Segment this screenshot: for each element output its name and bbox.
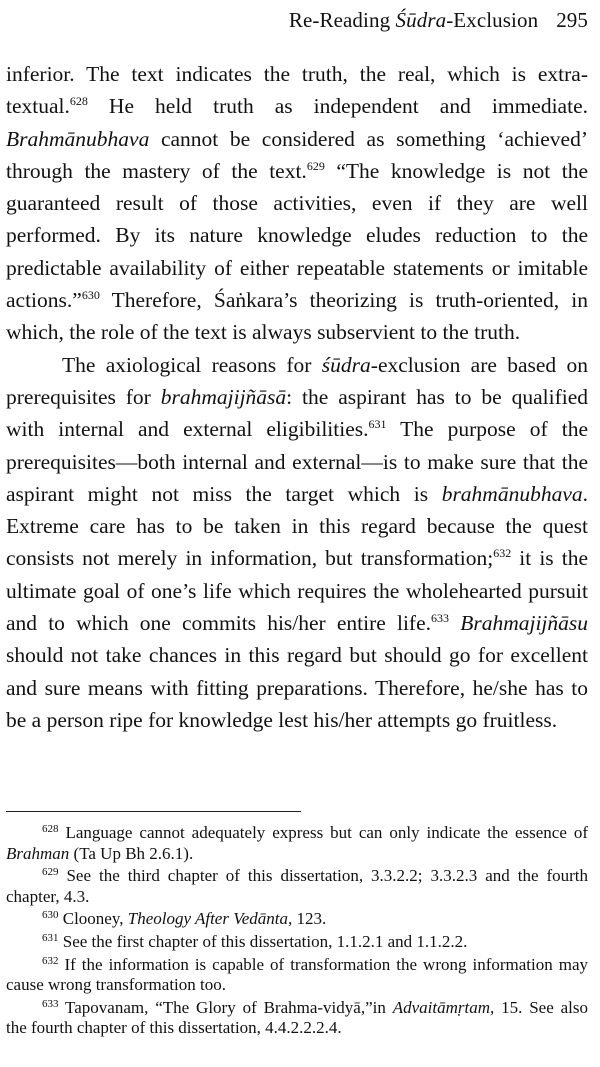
footnote-628: $^{628}$ Language cannot adequately express but can only indicate the essence of Brahman (Ta Up Bh 2.6.1). xyxy=(6,823,588,863)
footnote-629: $^{629}$ See the third chapter of this dissertation, 3.3.2.2; 3.3.2.3 and the fourth chapter, 4.3. xyxy=(6,866,588,906)
footnotes xyxy=(6,823,588,1041)
footnote-632: $^{632}$ If the information is capable of transformation the wrong information may cause wrong transformation too. xyxy=(6,954,588,995)
footnote-ref-631: 631 xyxy=(368,417,387,432)
footnote-633: $^{633}$ Tapovanam, “The Glory of Brahma-vidyā,”in Advaitāmṛtam, 15. See also the fourth chapter of this dissertation, 4.4.2.2.2.4. xyxy=(6,997,589,1038)
paragraph-1: inferior. The text indicates the truth, the real, which is extra-textual.$^{628}$ He held truth as independent and immediate. Brahmānubhava cannot be considered as something ‘achieved’ through the mastery of the text.$^{629}$ “The knowledge is not the guaranteed result of those activities, even if they are well performed. By its nature knowledge eludes reduction to the predictable availability of either repeatable statements or imitable actions.”$^{630}$ Therefore, Śaṅkara’s theorizing is truth-oriented, in which, the role of the text is always subservient to the truth. xyxy=(6,62,589,345)
footnote-ref-630: 630 xyxy=(81,288,100,303)
footnote-divider xyxy=(6,811,301,812)
footnote-ref-632: 632 xyxy=(493,546,512,561)
footnote-631: $^{631}$ See the first chapter of this dissertation, 1.1.2.1 and 1.1.2.2. xyxy=(42,931,468,951)
footnote-ref-628: 628 xyxy=(69,94,88,109)
page-number: 295 xyxy=(556,8,588,32)
running-head xyxy=(289,8,588,33)
footnote-ref-629: 629 xyxy=(306,158,325,173)
paragraph-2: The axiological reasons for śūdra-exclusion are based on prerequisites for brahmajijñāsā: the aspirant has to be qualified with internal and external eligibilities.$^{631}$ The purpose of the prerequisites—both internal and external—is to make sure that the aspirant might not miss the target which is brahmānubhava. Extreme care has to be taken in this regard because the quest consists not merely in information, but transformation;$^{632}$ it is the ultimate goal of one’s life which requires the wholehearted pursuit and to which one commits his/her entire life.$^{633}$ Brahmajijñāsu should not take chances in this regard but should go for excellent and sure means with fitting preparations. Therefore, he/she has to be a person ripe for knowledge lest his/her attempts go fruitless. xyxy=(6,352,589,732)
footnote-ref-633: 633 xyxy=(431,611,450,626)
main-text xyxy=(6,58,588,736)
running-head-title: Re-Reading Śūdra-Exclusion xyxy=(288,8,539,32)
footnote-630: $^{630}$ Clooney, Theology After Vedānta, 123. xyxy=(42,909,327,929)
